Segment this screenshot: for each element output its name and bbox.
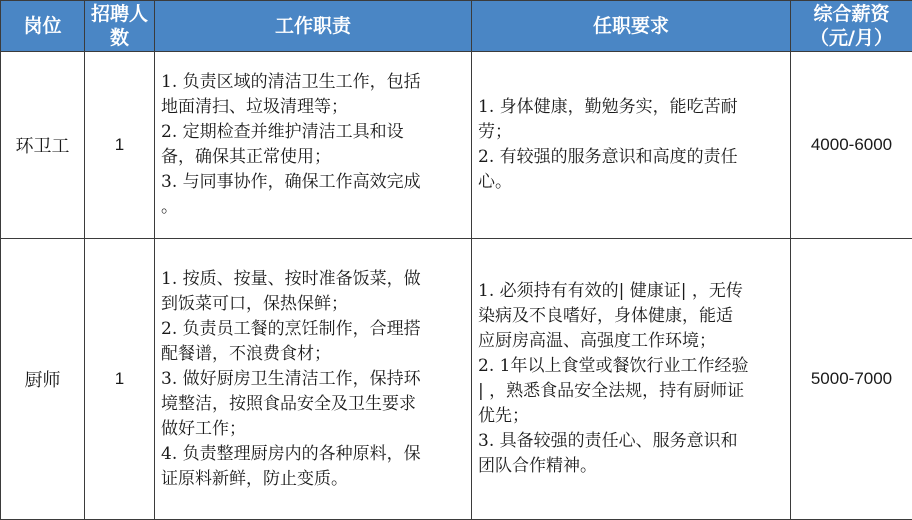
duties-cell [155, 239, 472, 520]
duties-cell [155, 52, 472, 239]
duty-line: 配餐谱，不浪费食材； [161, 343, 331, 364]
salary-cell: 5000-7000 [791, 239, 912, 520]
requirements-cell [472, 239, 791, 520]
requirement-line: 1. 必须持有有效的| 健康证| ，无传 [478, 281, 743, 301]
requirement-line: 3. 具备较强的责任心、服务意识和 [478, 431, 738, 451]
duty-line: 。 [161, 197, 178, 217]
requirement-line: 优先； [478, 406, 529, 426]
requirement-line: 2. 有较强的服务意识和高度的责任 [478, 147, 738, 167]
header-requirements: 任职要求 [472, 1, 791, 52]
duty-line: 做好工作； [161, 418, 246, 439]
duty-line: 地面清扫、垃圾清理等； [161, 97, 348, 117]
headcount-cell: 1 [85, 52, 155, 239]
duty-line: 2. 负责员工餐的烹饪制作，合理搭 [161, 318, 421, 339]
requirement-line: 劳； [478, 122, 512, 142]
duty-line: 境整洁，按照食品安全及卫生要求 [161, 393, 416, 414]
requirements-cell [472, 52, 791, 239]
duty-line: 1. 负责区域的清洁卫生工作，包括 [161, 72, 421, 92]
table-row [1, 239, 912, 520]
position-cell: 厨师 [1, 239, 85, 520]
requirement-line: 心。 [478, 172, 512, 192]
duty-line: 2. 定期检查并维护清洁工具和设 [161, 122, 404, 142]
requirement-line: 团队合作精神。 [478, 456, 597, 476]
header-salary: 综合薪资 （元/月） [791, 1, 912, 52]
requirement-line: 应厨房高温、高强度工作环境； [478, 331, 716, 351]
header-duties: 工作职责 [155, 1, 472, 52]
requirement-line: 2. 1年以上食堂或餐饮行业工作经验 [478, 356, 749, 376]
requirement-line: 1. 身体健康，勤勉务实，能吃苦耐 [478, 97, 738, 117]
header-position: 岗位 [1, 1, 85, 52]
duty-line: 1. 按质、按量、按时准备饭菜，做 [161, 268, 421, 289]
header-headcount: 招聘人 数 [85, 1, 155, 52]
duty-line: 3. 与同事协作，确保工作高效完成 [161, 172, 421, 192]
headcount-cell: 1 [85, 239, 155, 520]
duty-line: 备，确保其正常使用； [161, 147, 331, 167]
requirement-line: | ，熟悉食品安全法规，持有厨师证 [478, 381, 745, 401]
duty-line: 到饭菜可口，保热保鲜； [161, 293, 348, 314]
duty-line: 3. 做好厨房卫生清洁工作，保持环 [161, 368, 421, 389]
table-row [1, 52, 912, 239]
salary-cell: 4000-6000 [791, 52, 912, 239]
requirement-line: 染病及不良嗜好，身体健康，能适 [478, 306, 733, 326]
position-cell: 环卫工 [1, 52, 85, 239]
table-header-row [1, 1, 912, 52]
duty-line: 证原料新鲜，防止变质。 [161, 468, 348, 489]
duty-line: 4. 负责整理厨房内的各种原料，保 [161, 443, 421, 464]
